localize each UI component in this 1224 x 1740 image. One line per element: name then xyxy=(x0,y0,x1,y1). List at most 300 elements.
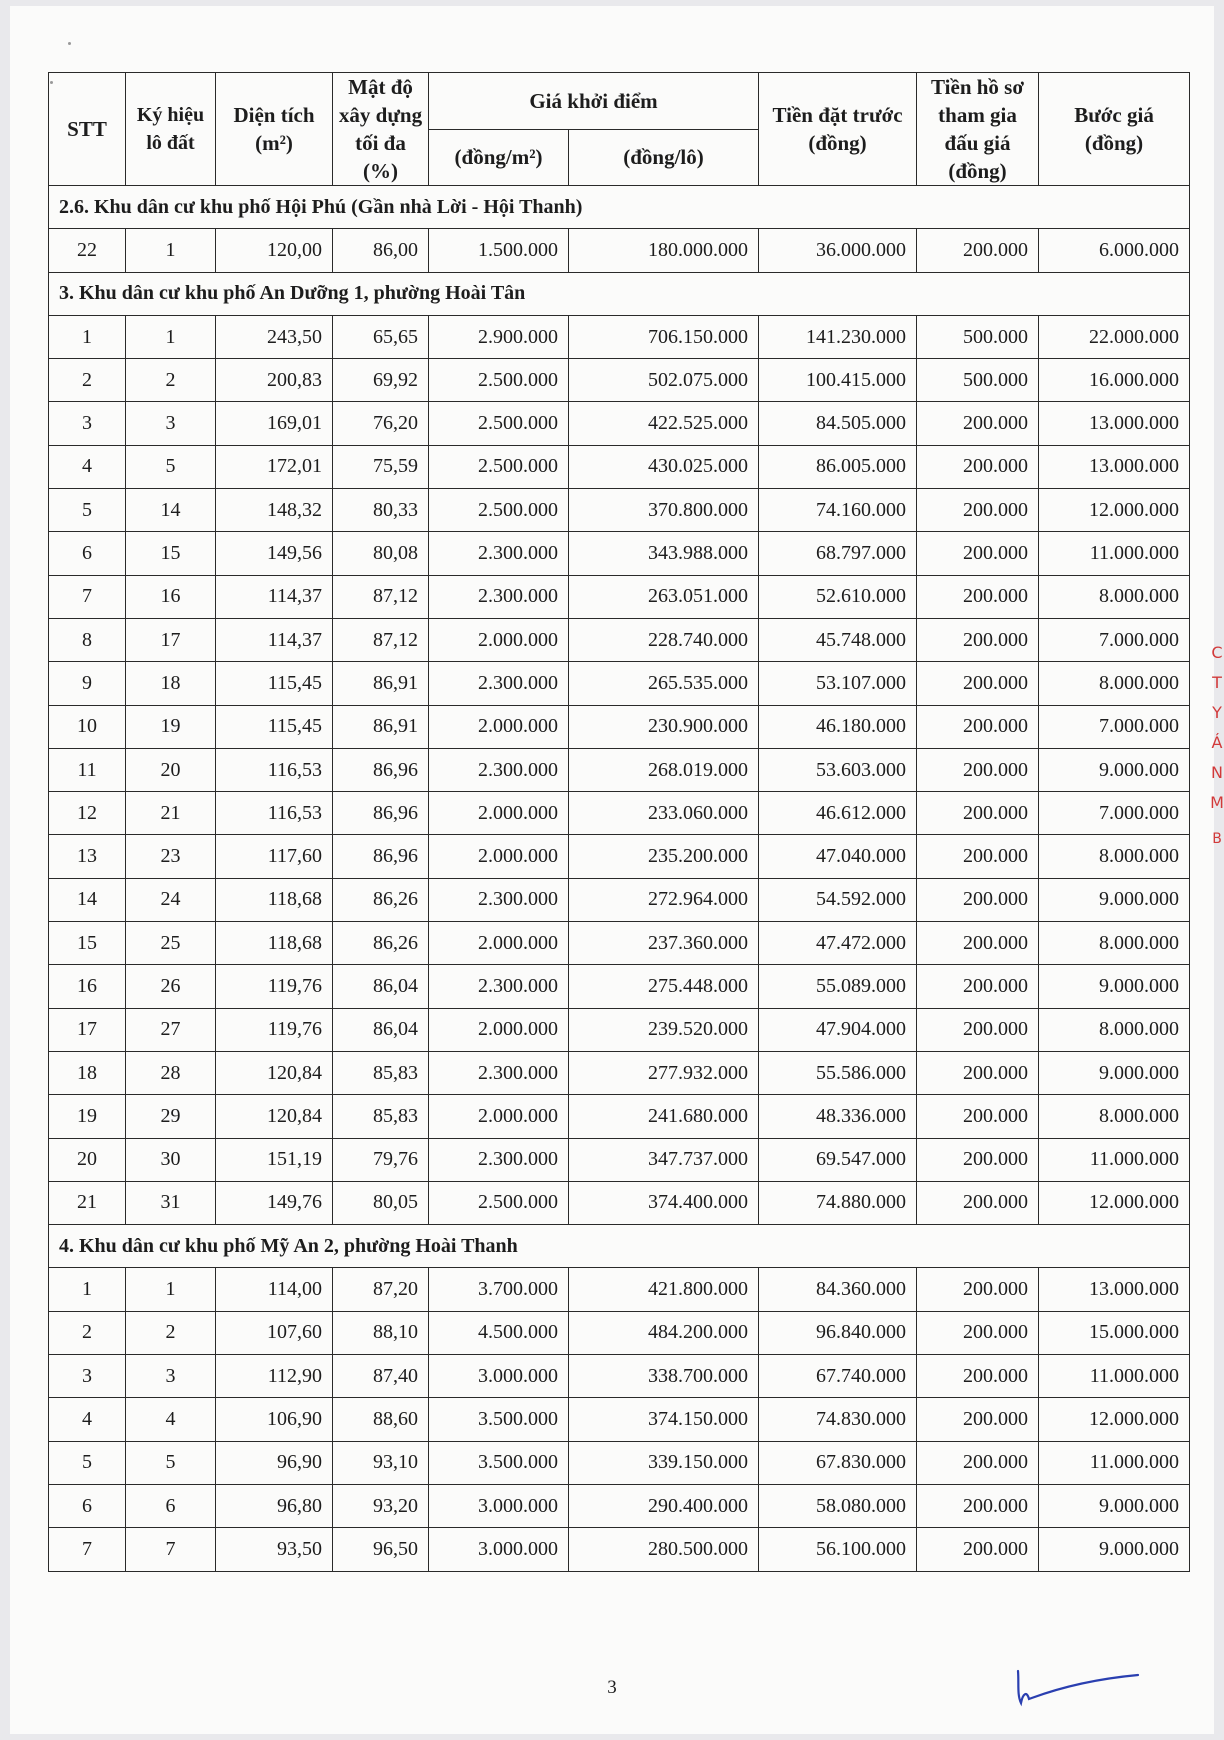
cell-lot-code: 19 xyxy=(126,705,216,748)
cell-stt: 3 xyxy=(49,402,126,445)
cell-area: 115,45 xyxy=(216,662,333,705)
cell-price-per-lot: 338.700.000 xyxy=(569,1355,759,1398)
cell-stt: 2 xyxy=(49,359,126,402)
table-row xyxy=(49,1181,1190,1224)
cell-price-step: 9.000.000 xyxy=(1039,1051,1190,1094)
cell-area: 96,80 xyxy=(216,1484,333,1527)
header-dossier-fee: Tiền hồ sơ tham gia đấu giá (đồng) xyxy=(917,73,1039,186)
cell-area: 115,45 xyxy=(216,705,333,748)
cell-price-per-m2: 3.000.000 xyxy=(429,1484,569,1527)
svg-text:B: B xyxy=(1212,831,1222,847)
cell-stt: 5 xyxy=(49,1441,126,1484)
cell-price-step: 9.000.000 xyxy=(1039,748,1190,791)
cell-price-step: 11.000.000 xyxy=(1039,1138,1190,1181)
cell-price-per-m2: 2.000.000 xyxy=(429,922,569,965)
cell-price-per-m2: 2.300.000 xyxy=(429,1051,569,1094)
cell-price-step: 8.000.000 xyxy=(1039,575,1190,618)
cell-lot-code: 2 xyxy=(126,1311,216,1354)
cell-dossier-fee: 200.000 xyxy=(917,1398,1039,1441)
cell-area: 93,50 xyxy=(216,1528,333,1571)
table-row xyxy=(49,1355,1190,1398)
cell-dossier-fee: 200.000 xyxy=(917,662,1039,705)
cell-lot-code: 31 xyxy=(126,1181,216,1224)
cell-lot-code: 27 xyxy=(126,1008,216,1051)
cell-price-per-lot: 374.150.000 xyxy=(569,1398,759,1441)
cell-price-per-lot: 339.150.000 xyxy=(569,1441,759,1484)
cell-deposit: 45.748.000 xyxy=(759,618,917,661)
cell-deposit: 53.107.000 xyxy=(759,662,917,705)
cell-density: 87,40 xyxy=(333,1355,429,1398)
cell-density: 86,26 xyxy=(333,922,429,965)
cell-dossier-fee: 200.000 xyxy=(917,878,1039,921)
table-row xyxy=(49,1528,1190,1571)
cell-area: 106,90 xyxy=(216,1398,333,1441)
cell-lot-code: 3 xyxy=(126,1355,216,1398)
cell-stt: 8 xyxy=(49,618,126,661)
cell-price-per-lot: 374.400.000 xyxy=(569,1181,759,1224)
cell-price-step: 12.000.000 xyxy=(1039,489,1190,532)
cell-price-per-m2: 2.000.000 xyxy=(429,835,569,878)
cell-price-per-lot: 421.800.000 xyxy=(569,1268,759,1311)
svg-text:Y: Y xyxy=(1212,703,1222,722)
cell-stt: 20 xyxy=(49,1138,126,1181)
cell-price-per-lot: 272.964.000 xyxy=(569,878,759,921)
cell-area: 148,32 xyxy=(216,489,333,532)
cell-stt: 14 xyxy=(49,878,126,921)
cell-deposit: 54.592.000 xyxy=(759,878,917,921)
cell-price-per-m2: 2.300.000 xyxy=(429,748,569,791)
cell-deposit: 69.547.000 xyxy=(759,1138,917,1181)
table-row xyxy=(49,705,1190,748)
cell-price-per-m2: 3.000.000 xyxy=(429,1355,569,1398)
section-title: 2.6. Khu dân cư khu phố Hội Phú (Gần nhà Lời - Hội Thanh) xyxy=(49,186,1190,229)
cell-density: 88,60 xyxy=(333,1398,429,1441)
cell-dossier-fee: 200.000 xyxy=(917,575,1039,618)
cell-price-per-m2: 2.500.000 xyxy=(429,359,569,402)
cell-deposit: 55.586.000 xyxy=(759,1051,917,1094)
cell-price-per-m2: 3.500.000 xyxy=(429,1441,569,1484)
cell-lot-code: 18 xyxy=(126,662,216,705)
cell-price-per-lot: 263.051.000 xyxy=(569,575,759,618)
cell-dossier-fee: 200.000 xyxy=(917,965,1039,1008)
section-title: 3. Khu dân cư khu phố An Dưỡng 1, phường Hoài Tân xyxy=(49,272,1190,315)
cell-density: 87,12 xyxy=(333,575,429,618)
cell-lot-code: 7 xyxy=(126,1528,216,1571)
cell-price-per-m2: 2.000.000 xyxy=(429,792,569,835)
cell-price-per-lot: 706.150.000 xyxy=(569,315,759,358)
cell-price-step: 7.000.000 xyxy=(1039,705,1190,748)
cell-deposit: 56.100.000 xyxy=(759,1528,917,1571)
header-density: Mật độ xây dựng tối đa (%) xyxy=(333,73,429,186)
cell-price-per-lot: 370.800.000 xyxy=(569,489,759,532)
header-stt: STT xyxy=(49,73,126,186)
cell-density: 80,33 xyxy=(333,489,429,532)
cell-price-per-m2: 2.500.000 xyxy=(429,489,569,532)
cell-price-per-lot: 230.900.000 xyxy=(569,705,759,748)
cell-density: 79,76 xyxy=(333,1138,429,1181)
cell-dossier-fee: 200.000 xyxy=(917,1484,1039,1527)
cell-stt: 18 xyxy=(49,1051,126,1094)
cell-deposit: 84.360.000 xyxy=(759,1268,917,1311)
cell-price-per-lot: 241.680.000 xyxy=(569,1095,759,1138)
cell-price-step: 11.000.000 xyxy=(1039,1355,1190,1398)
table-row xyxy=(49,1398,1190,1441)
cell-deposit: 58.080.000 xyxy=(759,1484,917,1527)
cell-stt: 16 xyxy=(49,965,126,1008)
auction-table xyxy=(48,72,1190,1572)
cell-price-step: 15.000.000 xyxy=(1039,1311,1190,1354)
cell-stt: 3 xyxy=(49,1355,126,1398)
cell-lot-code: 30 xyxy=(126,1138,216,1181)
cell-price-step: 11.000.000 xyxy=(1039,1441,1190,1484)
cell-area: 116,53 xyxy=(216,792,333,835)
cell-price-per-lot: 275.448.000 xyxy=(569,965,759,1008)
cell-price-per-m2: 2.500.000 xyxy=(429,1181,569,1224)
cell-stt: 11 xyxy=(49,748,126,791)
cell-area: 172,01 xyxy=(216,445,333,488)
cell-area: 112,90 xyxy=(216,1355,333,1398)
cell-deposit: 46.180.000 xyxy=(759,705,917,748)
cell-stt: 12 xyxy=(49,792,126,835)
cell-dossier-fee: 200.000 xyxy=(917,792,1039,835)
cell-area: 149,76 xyxy=(216,1181,333,1224)
cell-price-per-m2: 2.300.000 xyxy=(429,1138,569,1181)
cell-dossier-fee: 200.000 xyxy=(917,1311,1039,1354)
cell-deposit: 74.880.000 xyxy=(759,1181,917,1224)
cell-price-step: 22.000.000 xyxy=(1039,315,1190,358)
cell-deposit: 48.336.000 xyxy=(759,1095,917,1138)
cell-price-per-m2: 3.500.000 xyxy=(429,1398,569,1441)
cell-stt: 2 xyxy=(49,1311,126,1354)
cell-density: 86,96 xyxy=(333,835,429,878)
cell-deposit: 36.000.000 xyxy=(759,229,917,272)
cell-deposit: 68.797.000 xyxy=(759,532,917,575)
cell-area: 120,84 xyxy=(216,1051,333,1094)
cell-dossier-fee: 200.000 xyxy=(917,489,1039,532)
cell-area: 114,37 xyxy=(216,575,333,618)
cell-deposit: 96.840.000 xyxy=(759,1311,917,1354)
cell-lot-code: 20 xyxy=(126,748,216,791)
cell-dossier-fee: 200.000 xyxy=(917,1138,1039,1181)
table-row xyxy=(49,359,1190,402)
cell-price-step: 11.000.000 xyxy=(1039,532,1190,575)
cell-price-per-lot: 502.075.000 xyxy=(569,359,759,402)
table-row xyxy=(49,748,1190,791)
table-row xyxy=(49,229,1190,272)
svg-text:M: M xyxy=(1210,793,1224,812)
table-row xyxy=(49,1441,1190,1484)
cell-price-per-lot: 347.737.000 xyxy=(569,1138,759,1181)
table-row xyxy=(49,1311,1190,1354)
cell-density: 86,04 xyxy=(333,965,429,1008)
cell-price-step: 13.000.000 xyxy=(1039,445,1190,488)
cell-area: 114,37 xyxy=(216,618,333,661)
table-row xyxy=(49,489,1190,532)
cell-deposit: 52.610.000 xyxy=(759,575,917,618)
cell-price-step: 8.000.000 xyxy=(1039,922,1190,965)
cell-deposit: 100.415.000 xyxy=(759,359,917,402)
cell-dossier-fee: 200.000 xyxy=(917,922,1039,965)
table-row xyxy=(49,878,1190,921)
cell-price-per-lot: 430.025.000 xyxy=(569,445,759,488)
cell-deposit: 74.160.000 xyxy=(759,489,917,532)
cell-price-per-lot: 228.740.000 xyxy=(569,618,759,661)
cell-area: 114,00 xyxy=(216,1268,333,1311)
cell-price-per-lot: 484.200.000 xyxy=(569,1311,759,1354)
table-body xyxy=(49,186,1190,1572)
cell-area: 107,60 xyxy=(216,1311,333,1354)
cell-area: 149,56 xyxy=(216,532,333,575)
cell-deposit: 67.830.000 xyxy=(759,1441,917,1484)
cell-lot-code: 15 xyxy=(126,532,216,575)
cell-dossier-fee: 200.000 xyxy=(917,402,1039,445)
cell-density: 86,96 xyxy=(333,748,429,791)
cell-price-per-lot: 422.525.000 xyxy=(569,402,759,445)
cell-stt: 7 xyxy=(49,1528,126,1571)
table-row xyxy=(49,662,1190,705)
cell-deposit: 47.904.000 xyxy=(759,1008,917,1051)
cell-dossier-fee: 200.000 xyxy=(917,1008,1039,1051)
cell-stt: 9 xyxy=(49,662,126,705)
cell-price-per-lot: 233.060.000 xyxy=(569,792,759,835)
cell-lot-code: 26 xyxy=(126,965,216,1008)
cell-price-step: 8.000.000 xyxy=(1039,662,1190,705)
table-row xyxy=(49,1008,1190,1051)
cell-dossier-fee: 200.000 xyxy=(917,532,1039,575)
cell-lot-code: 21 xyxy=(126,792,216,835)
cell-lot-code: 6 xyxy=(126,1484,216,1527)
cell-deposit: 47.040.000 xyxy=(759,835,917,878)
header-price-per-m2: (đồng/m²) xyxy=(429,129,569,186)
cell-density: 76,20 xyxy=(333,402,429,445)
cell-area: 117,60 xyxy=(216,835,333,878)
cell-density: 65,65 xyxy=(333,315,429,358)
cell-density: 80,05 xyxy=(333,1181,429,1224)
cell-lot-code: 1 xyxy=(126,315,216,358)
cell-price-per-m2: 2.300.000 xyxy=(429,532,569,575)
cell-area: 116,53 xyxy=(216,748,333,791)
cell-price-step: 16.000.000 xyxy=(1039,359,1190,402)
cell-area: 151,19 xyxy=(216,1138,333,1181)
cell-stt: 13 xyxy=(49,835,126,878)
table-row xyxy=(49,965,1190,1008)
cell-lot-code: 25 xyxy=(126,922,216,965)
cell-lot-code: 29 xyxy=(126,1095,216,1138)
cell-lot-code: 1 xyxy=(126,1268,216,1311)
cell-dossier-fee: 200.000 xyxy=(917,1355,1039,1398)
cell-deposit: 86.005.000 xyxy=(759,445,917,488)
cell-price-per-lot: 280.500.000 xyxy=(569,1528,759,1571)
cell-price-step: 9.000.000 xyxy=(1039,1484,1190,1527)
cell-price-per-m2: 2.500.000 xyxy=(429,402,569,445)
cell-price-per-m2: 4.500.000 xyxy=(429,1311,569,1354)
cell-price-per-m2: 2.300.000 xyxy=(429,965,569,1008)
cell-price-per-m2: 2.300.000 xyxy=(429,662,569,705)
cell-price-step: 12.000.000 xyxy=(1039,1181,1190,1224)
cell-density: 75,59 xyxy=(333,445,429,488)
cell-dossier-fee: 200.000 xyxy=(917,229,1039,272)
scan-speck xyxy=(68,42,71,45)
cell-deposit: 84.505.000 xyxy=(759,402,917,445)
cell-dossier-fee: 200.000 xyxy=(917,1441,1039,1484)
cell-density: 86,04 xyxy=(333,1008,429,1051)
cell-price-per-lot: 343.988.000 xyxy=(569,532,759,575)
section-title: 4. Khu dân cư khu phố Mỹ An 2, phường Hoài Thanh xyxy=(49,1225,1190,1268)
table-row xyxy=(49,315,1190,358)
cell-price-step: 13.000.000 xyxy=(1039,1268,1190,1311)
cell-lot-code: 23 xyxy=(126,835,216,878)
header-price-per-lot: (đồng/lô) xyxy=(569,129,759,186)
cell-price-step: 13.000.000 xyxy=(1039,402,1190,445)
cell-area: 119,76 xyxy=(216,1008,333,1051)
cell-density: 80,08 xyxy=(333,532,429,575)
header-price-step: Bước giá (đồng) xyxy=(1039,73,1190,186)
cell-stt: 5 xyxy=(49,489,126,532)
cell-price-per-m2: 2.000.000 xyxy=(429,705,569,748)
cell-lot-code: 14 xyxy=(126,489,216,532)
cell-price-per-lot: 180.000.000 xyxy=(569,229,759,272)
cell-area: 118,68 xyxy=(216,922,333,965)
document-page xyxy=(10,6,1224,1734)
cell-area: 120,84 xyxy=(216,1095,333,1138)
page-number: 3 xyxy=(607,1677,617,1698)
cell-density: 85,83 xyxy=(333,1051,429,1094)
cell-lot-code: 1 xyxy=(126,229,216,272)
cell-price-per-lot: 265.535.000 xyxy=(569,662,759,705)
cell-price-per-m2: 1.500.000 xyxy=(429,229,569,272)
cell-price-per-m2: 3.700.000 xyxy=(429,1268,569,1311)
table-row xyxy=(49,402,1190,445)
cell-density: 93,20 xyxy=(333,1484,429,1527)
red-stamp-fragment xyxy=(1207,638,1224,858)
cell-dossier-fee: 200.000 xyxy=(917,705,1039,748)
cell-deposit: 55.089.000 xyxy=(759,965,917,1008)
cell-price-step: 7.000.000 xyxy=(1039,618,1190,661)
cell-density: 86,91 xyxy=(333,705,429,748)
svg-text:T: T xyxy=(1212,673,1222,692)
cell-stt: 21 xyxy=(49,1181,126,1224)
cell-dossier-fee: 200.000 xyxy=(917,1051,1039,1094)
cell-price-per-m2: 2.000.000 xyxy=(429,1095,569,1138)
cell-price-per-m2: 3.000.000 xyxy=(429,1528,569,1571)
table-row xyxy=(49,792,1190,835)
cell-area: 120,00 xyxy=(216,229,333,272)
cell-price-per-lot: 268.019.000 xyxy=(569,748,759,791)
cell-dossier-fee: 200.000 xyxy=(917,1268,1039,1311)
cell-density: 86,00 xyxy=(333,229,429,272)
cell-stt: 15 xyxy=(49,922,126,965)
cell-lot-code: 5 xyxy=(126,1441,216,1484)
cell-area: 243,50 xyxy=(216,315,333,358)
cell-price-step: 7.000.000 xyxy=(1039,792,1190,835)
cell-density: 87,20 xyxy=(333,1268,429,1311)
cell-lot-code: 5 xyxy=(126,445,216,488)
cell-dossier-fee: 500.000 xyxy=(917,359,1039,402)
section-row xyxy=(49,1225,1190,1268)
table-row xyxy=(49,1138,1190,1181)
table-row xyxy=(49,835,1190,878)
cell-area: 118,68 xyxy=(216,878,333,921)
header-lot-code: Ký hiệu lô đất xyxy=(126,73,216,186)
cell-density: 96,50 xyxy=(333,1528,429,1571)
cell-lot-code: 4 xyxy=(126,1398,216,1441)
cell-deposit: 74.830.000 xyxy=(759,1398,917,1441)
cell-stt: 1 xyxy=(49,315,126,358)
table-row xyxy=(49,445,1190,488)
cell-dossier-fee: 200.000 xyxy=(917,1095,1039,1138)
header-deposit: Tiền đặt trước (đồng) xyxy=(759,73,917,186)
cell-dossier-fee: 200.000 xyxy=(917,835,1039,878)
cell-density: 85,83 xyxy=(333,1095,429,1138)
cell-density: 87,12 xyxy=(333,618,429,661)
table-row xyxy=(49,1051,1190,1094)
cell-dossier-fee: 200.000 xyxy=(917,1181,1039,1224)
cell-lot-code: 16 xyxy=(126,575,216,618)
cell-price-per-lot: 239.520.000 xyxy=(569,1008,759,1051)
cell-price-step: 8.000.000 xyxy=(1039,835,1190,878)
cell-lot-code: 3 xyxy=(126,402,216,445)
cell-lot-code: 17 xyxy=(126,618,216,661)
svg-text:Á: Á xyxy=(1211,733,1223,752)
cell-price-per-m2: 2.300.000 xyxy=(429,575,569,618)
cell-dossier-fee: 500.000 xyxy=(917,315,1039,358)
cell-price-per-m2: 2.500.000 xyxy=(429,445,569,488)
table-row xyxy=(49,922,1190,965)
section-row xyxy=(49,272,1190,315)
cell-stt: 4 xyxy=(49,445,126,488)
section-row xyxy=(49,186,1190,229)
cell-price-step: 9.000.000 xyxy=(1039,965,1190,1008)
cell-deposit: 46.612.000 xyxy=(759,792,917,835)
cell-price-step: 9.000.000 xyxy=(1039,878,1190,921)
table-row xyxy=(49,1484,1190,1527)
table-row xyxy=(49,1095,1190,1138)
cell-density: 86,96 xyxy=(333,792,429,835)
table-row xyxy=(49,532,1190,575)
cell-stt: 22 xyxy=(49,229,126,272)
cell-price-per-m2: 2.000.000 xyxy=(429,1008,569,1051)
cell-stt: 17 xyxy=(49,1008,126,1051)
svg-text:N: N xyxy=(1211,763,1223,782)
cell-price-per-lot: 277.932.000 xyxy=(569,1051,759,1094)
cell-deposit: 53.603.000 xyxy=(759,748,917,791)
cell-price-step: 8.000.000 xyxy=(1039,1095,1190,1138)
cell-price-per-m2: 2.000.000 xyxy=(429,618,569,661)
cell-deposit: 47.472.000 xyxy=(759,922,917,965)
cell-lot-code: 24 xyxy=(126,878,216,921)
cell-stt: 19 xyxy=(49,1095,126,1138)
cell-price-step: 6.000.000 xyxy=(1039,229,1190,272)
cell-density: 93,10 xyxy=(333,1441,429,1484)
cell-dossier-fee: 200.000 xyxy=(917,445,1039,488)
cell-density: 69,92 xyxy=(333,359,429,402)
cell-price-per-lot: 237.360.000 xyxy=(569,922,759,965)
cell-price-per-lot: 235.200.000 xyxy=(569,835,759,878)
cell-density: 86,26 xyxy=(333,878,429,921)
cell-stt: 6 xyxy=(49,532,126,575)
table-row xyxy=(49,1268,1190,1311)
cell-price-per-m2: 2.900.000 xyxy=(429,315,569,358)
cell-area: 119,76 xyxy=(216,965,333,1008)
cell-lot-code: 28 xyxy=(126,1051,216,1094)
cell-price-step: 9.000.000 xyxy=(1039,1528,1190,1571)
cell-dossier-fee: 200.000 xyxy=(917,1528,1039,1571)
table-row xyxy=(49,575,1190,618)
cell-stt: 7 xyxy=(49,575,126,618)
table-row xyxy=(49,618,1190,661)
cell-price-per-m2: 2.300.000 xyxy=(429,878,569,921)
cell-deposit: 141.230.000 xyxy=(759,315,917,358)
